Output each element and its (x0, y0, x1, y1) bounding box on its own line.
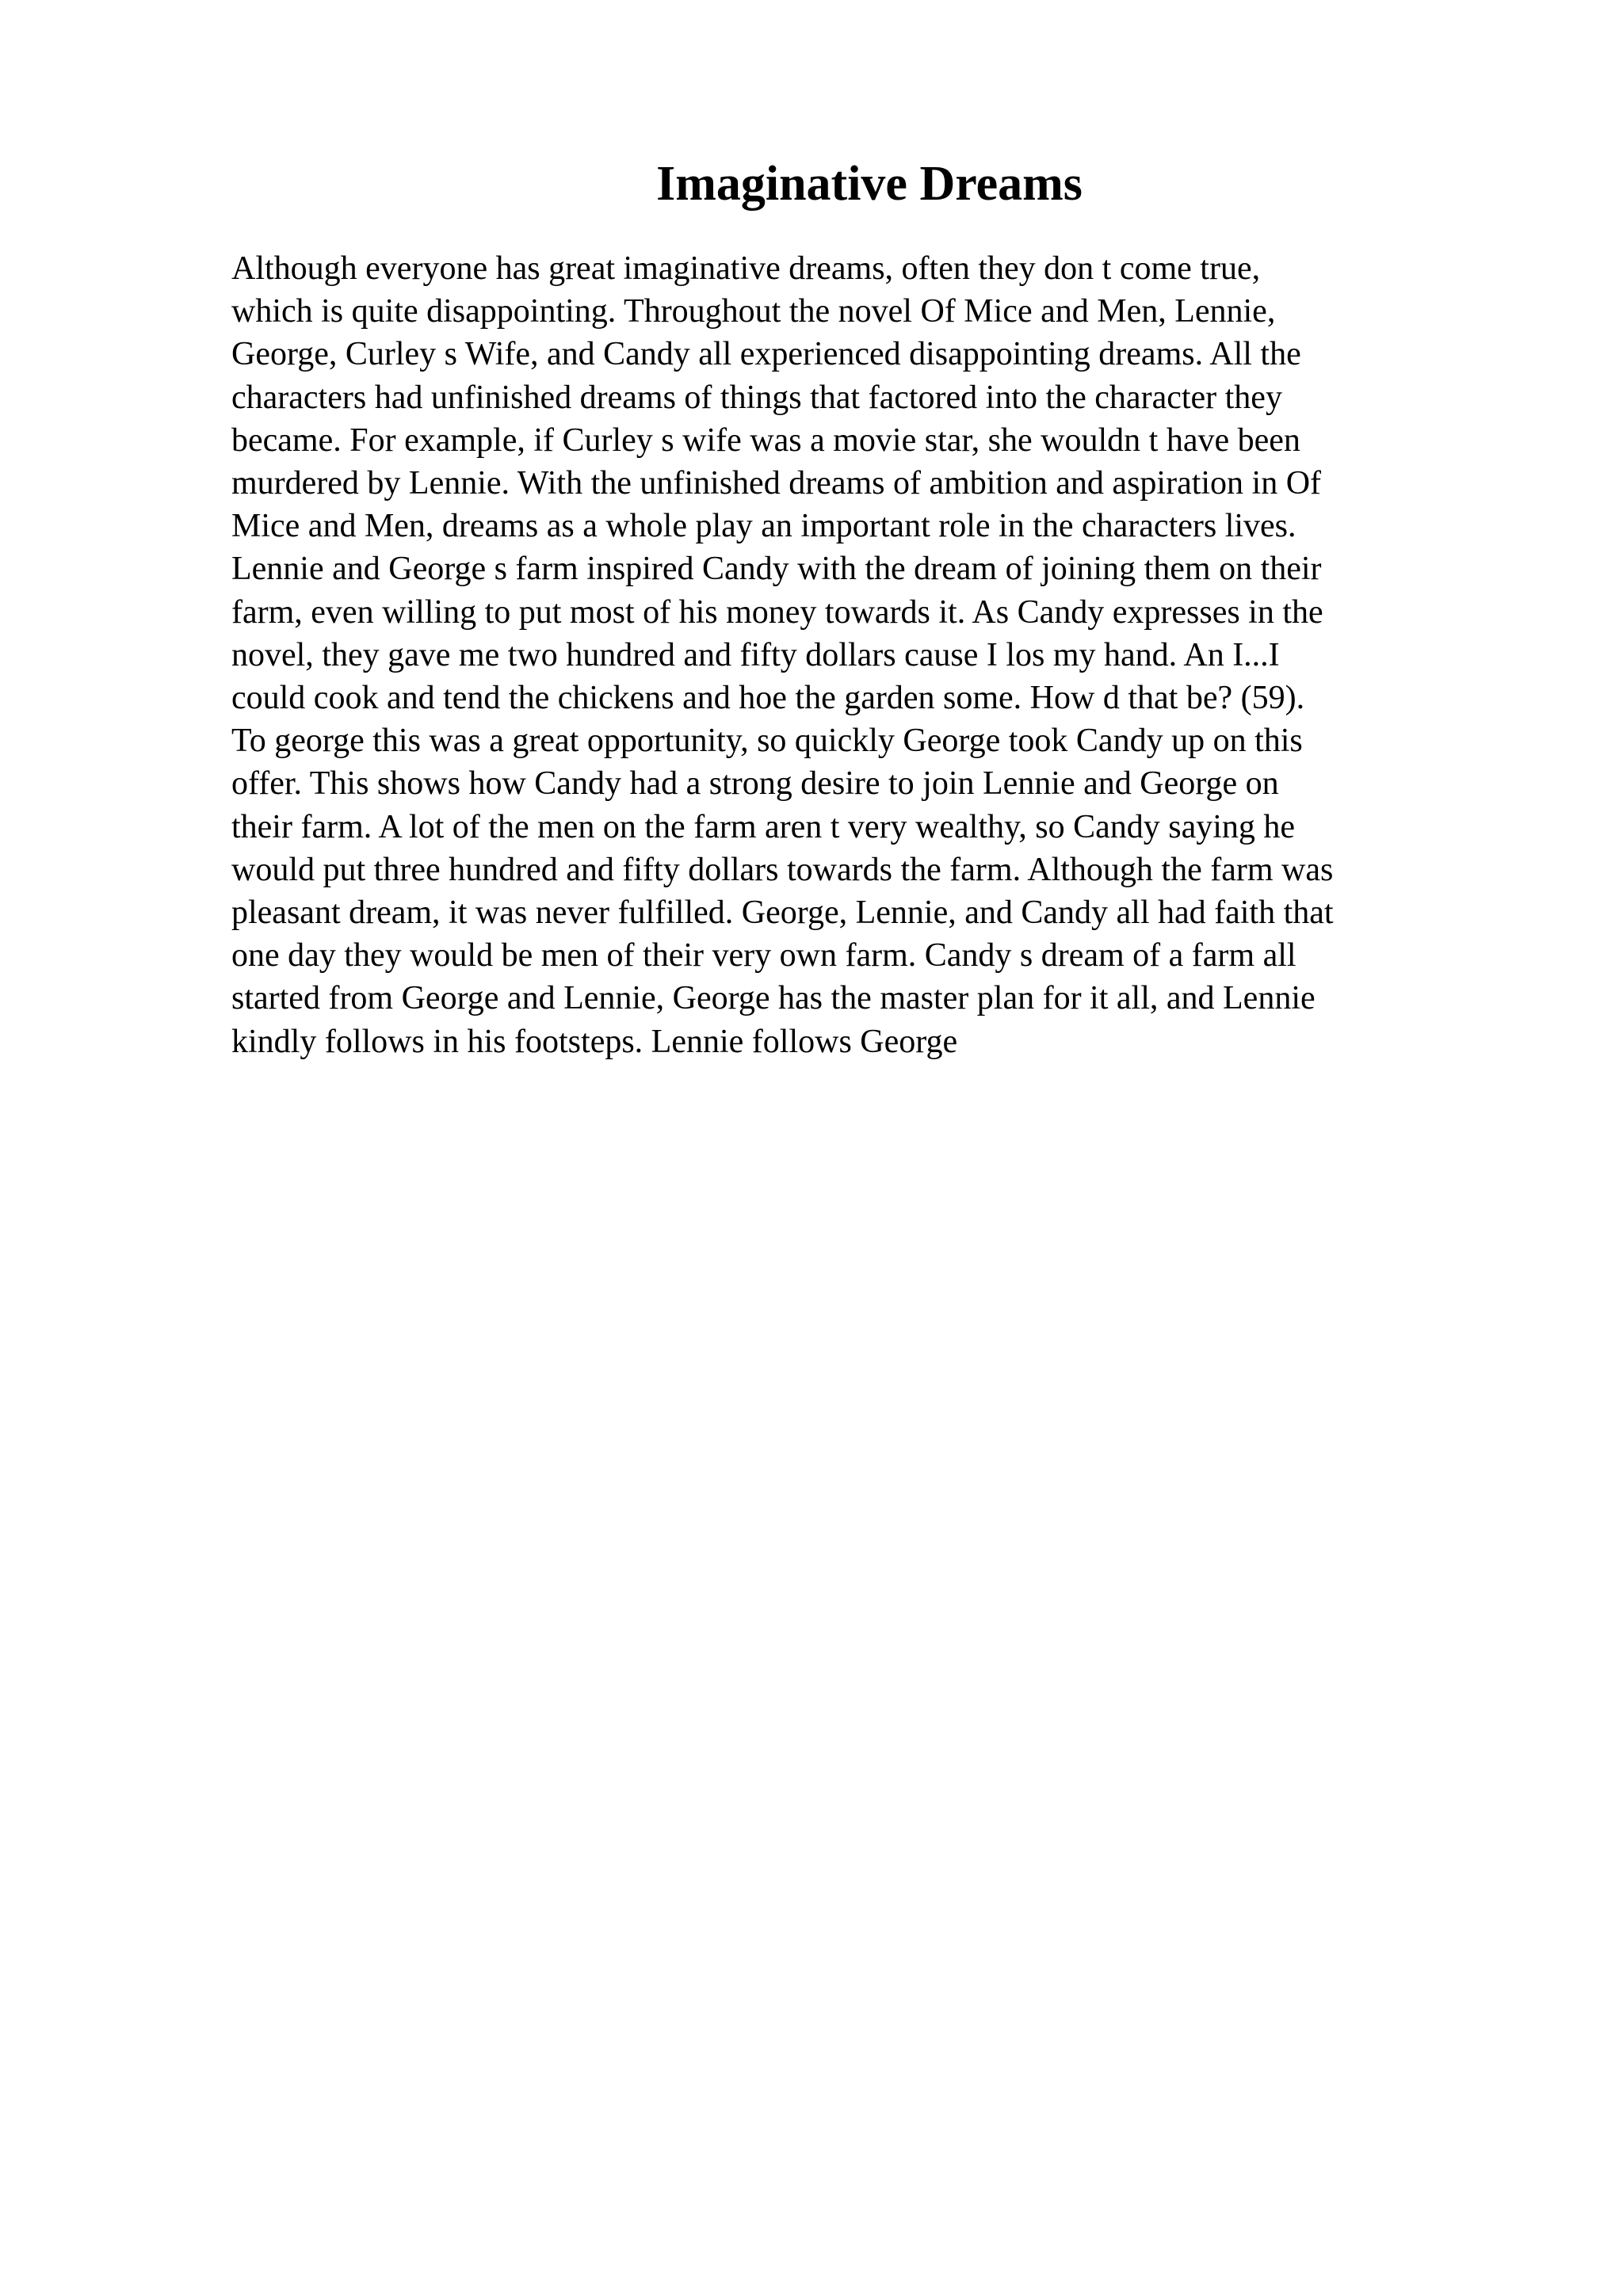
text-line: farm, even willing to put most of his money towards it. As Candy expresses in the (231, 593, 1323, 631)
text-line: characters had unfinished dreams of things that factored into the character they (231, 379, 1282, 416)
text-line: became. For example, if Curley s wife was a movie star, she wouldn t have been (231, 421, 1300, 459)
text-line: one day they would be men of their very own farm. Candy s dream of a farm all (231, 937, 1296, 974)
text-line: which is quite disappointing. Throughout the novel Of Mice and Men, Lennie, (231, 293, 1276, 330)
text-line: started from George and Lennie, George has the master plan for it all, and Lennie (231, 980, 1316, 1017)
text-line: would put three hundred and fifty dollars towards the farm. Although the farm was (231, 851, 1334, 888)
text-line: pleasant dream, it was never fulfilled. George, Lennie, and Candy all had faith that (231, 894, 1334, 932)
text-line: To george this was a great opportunity, so quickly George took Candy up on this (231, 723, 1303, 760)
document-title: Imaginative Dreams (656, 157, 1083, 211)
text-line: Mice and Men, dreams as a whole play an important role in the characters lives. (231, 508, 1296, 545)
text-line: Although everyone has great imaginative dreams, often they don t come true, (231, 250, 1261, 287)
text-line: could cook and tend the chickens and hoe the garden some. How d that be? (59). (231, 680, 1305, 717)
text-line: novel, they gave me two hundred and fifty dollars cause I los my hand. An I...I (231, 636, 1280, 673)
text-line: Lennie and George s farm inspired Candy with the dream of joining them on their (231, 551, 1322, 588)
text-line: George, Curley s Wife, and Candy all experienced disappointing dreams. All the (231, 336, 1301, 373)
text-line: murdered by Lennie. With the unfinished dreams of ambition and aspiration in Of (231, 465, 1322, 502)
text-line: offer. This shows how Candy had a strong desire to join Lennie and George on (231, 765, 1279, 803)
essay-body (231, 247, 1468, 1063)
text-line: kindly follows in his footsteps. Lennie follows George (231, 1023, 958, 1060)
text-line: their farm. A lot of the men on the farm aren t very wealthy, so Candy saying he (231, 808, 1296, 845)
